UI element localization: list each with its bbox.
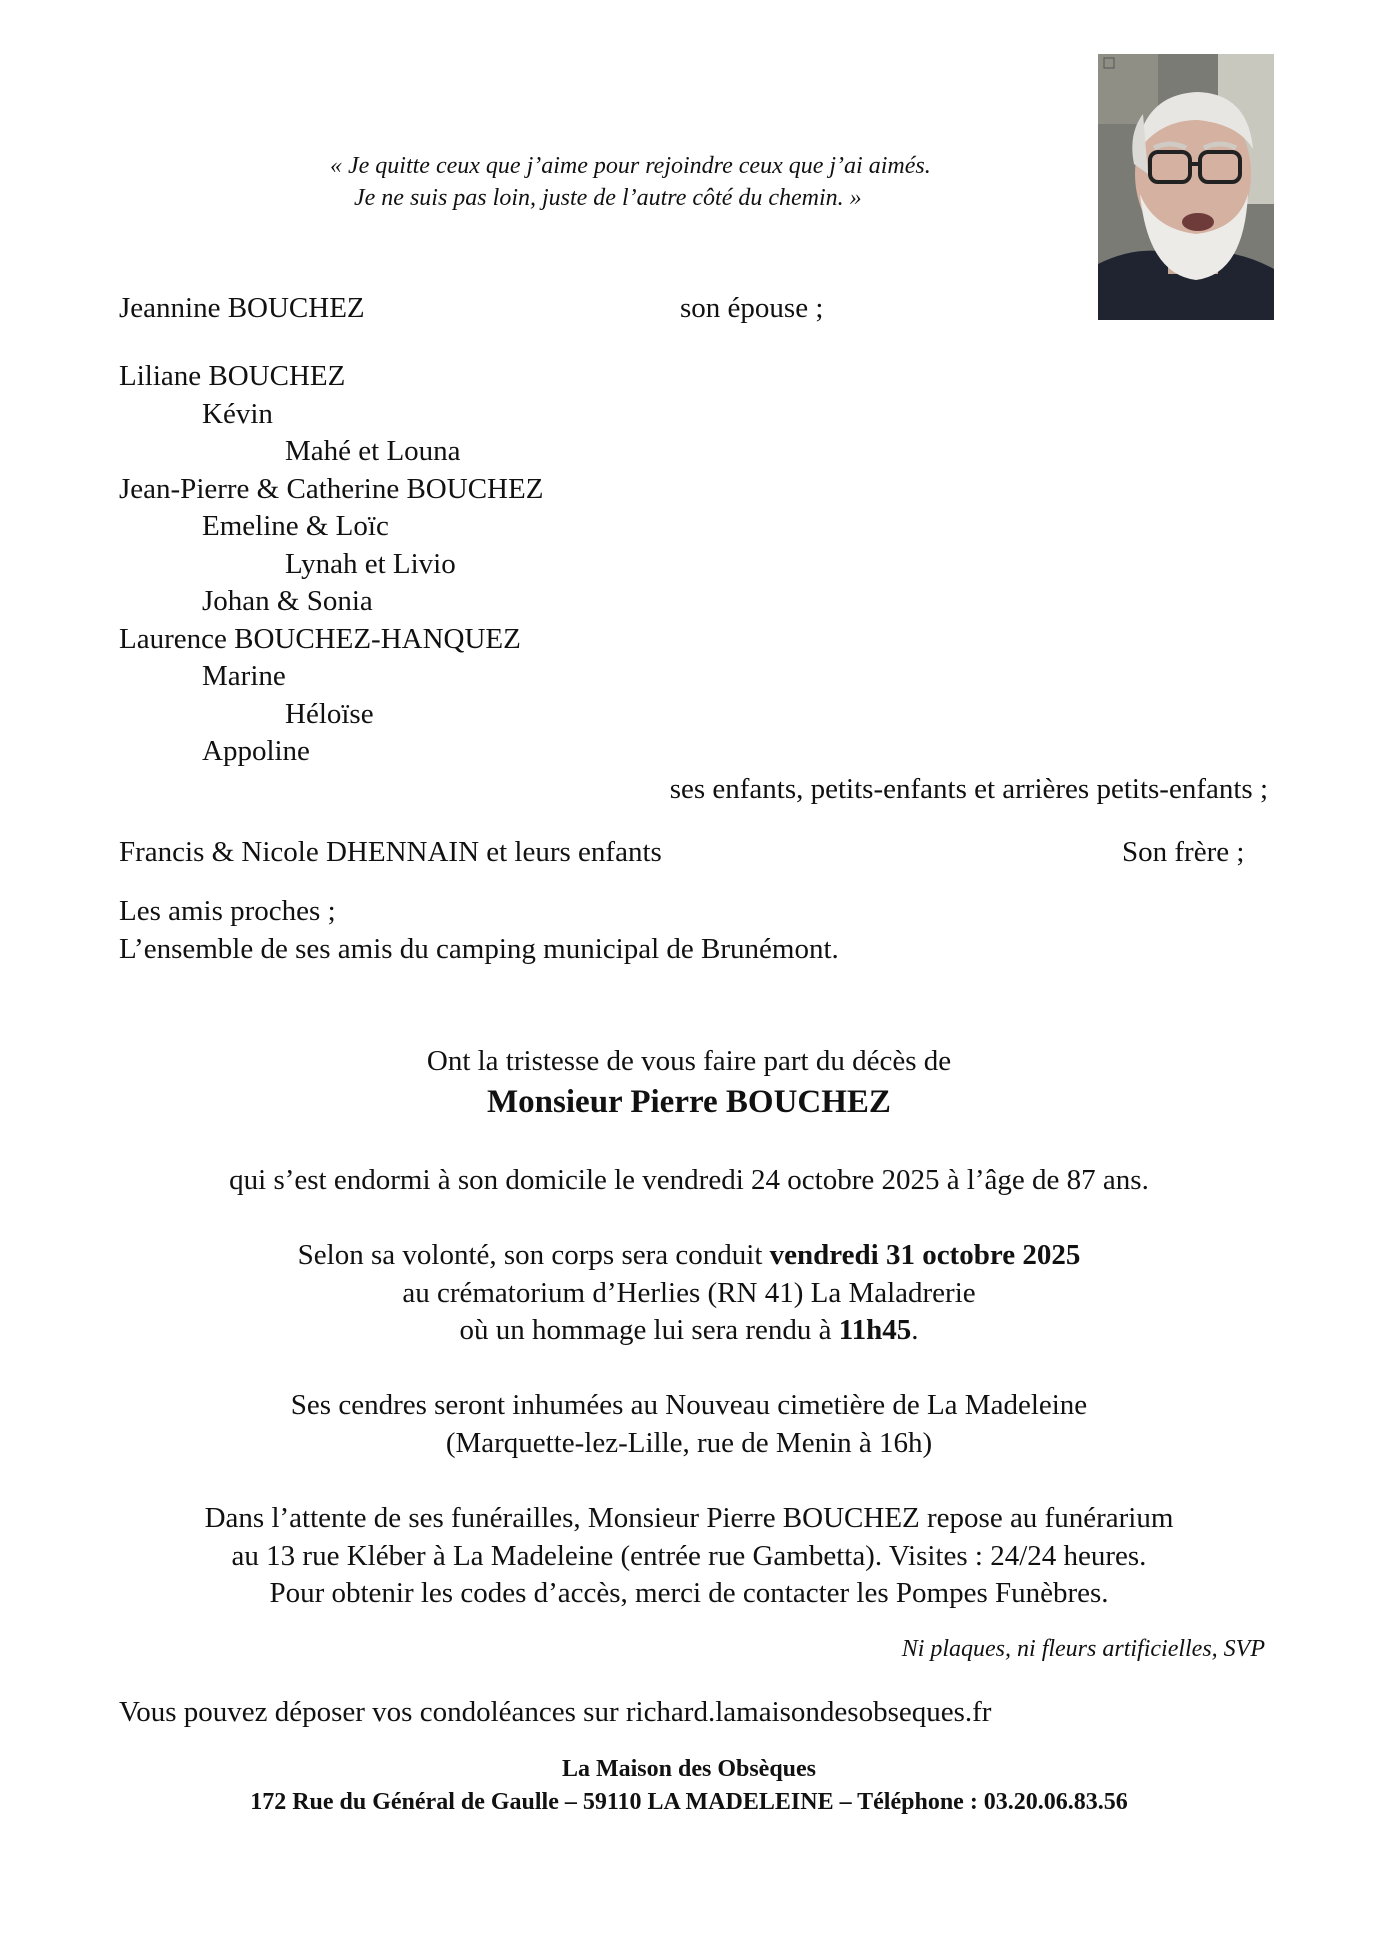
ceremony-line-3-suffix: . bbox=[911, 1314, 919, 1346]
family-member: Lynah et Livio bbox=[285, 547, 456, 580]
visit-line-2: au 13 rue Kléber à La Madeleine (entrée rue Gambetta). Visites : 24/24 heures. bbox=[231, 1539, 1147, 1572]
quote-line-2: Je ne suis pas loin, juste de l’autre côté du chemin. » bbox=[354, 185, 862, 211]
ceremony-time: 11h45 bbox=[838, 1314, 912, 1346]
family-member: Johan & Sonia bbox=[202, 585, 373, 617]
family-member: Emeline & Loïc bbox=[202, 510, 389, 542]
ceremony-line-1 bbox=[0, 1237, 1378, 1275]
children-role: ses enfants, petits-enfants et arrières petits-enfants ; bbox=[669, 773, 1268, 805]
brother-role: Son frère ; bbox=[1122, 836, 1245, 868]
family-member: Héloïse bbox=[285, 697, 374, 730]
family-member: Mahé et Louna bbox=[285, 435, 461, 467]
visit-block bbox=[0, 1500, 1378, 1613]
family-member: Marine bbox=[202, 660, 286, 692]
burial-line-2: (Marquette-lez-Lille, rue de Menin à 16h) bbox=[445, 1426, 933, 1459]
announcement-intro bbox=[0, 1043, 1378, 1081]
condolences-line: Vous pouvez déposer vos condoléances sur richard.lamaisondesobseques.fr bbox=[119, 1696, 992, 1728]
visit-line-3: Pour obtenir les codes d’accès, merci de contacter les Pompes Funèbres. bbox=[269, 1577, 1109, 1609]
burial-block bbox=[0, 1387, 1378, 1462]
epigraph-quote bbox=[330, 150, 931, 214]
ceremony-line-3 bbox=[0, 1312, 1378, 1350]
death-statement bbox=[0, 1162, 1378, 1200]
quote-line-1: « Je quitte ceux que j’aime pour rejoindre ceux que j’ai aimés. bbox=[330, 153, 931, 179]
spouse-name: Jeannine BOUCHEZ bbox=[119, 292, 365, 324]
footer-company: La Maison des Obsèques bbox=[561, 1756, 817, 1782]
deceased-name-text: Monsieur Pierre BOUCHEZ bbox=[487, 1084, 891, 1120]
visit-line-1: Dans l’attente de ses funérailles, Monsieur Pierre BOUCHEZ repose au funérarium bbox=[204, 1502, 1174, 1534]
brother-name: Francis & Nicole DHENNAIN et leurs enfants bbox=[119, 836, 662, 868]
family-member: Jean-Pierre & Catherine BOUCHEZ bbox=[119, 472, 544, 505]
footer-block bbox=[0, 1753, 1378, 1819]
family-member: Liliane BOUCHEZ bbox=[119, 360, 346, 392]
flowers-note: Ni plaques, ni fleurs artificielles, SVP bbox=[901, 1636, 1265, 1662]
ceremony-line-2: au crématorium d’Herlies (RN 41) La Maladrerie bbox=[402, 1276, 976, 1309]
burial-line-1: Ses cendres seront inhumées au Nouveau cimetière de La Madeleine bbox=[290, 1389, 1088, 1421]
announcement-intro-text: Ont la tristesse de vous faire part du décès de bbox=[426, 1045, 952, 1077]
deceased-name bbox=[0, 1081, 1378, 1123]
footer-address: 172 Rue du Général de Gaulle – 59110 LA MADELEINE – Téléphone : 03.20.06.83.56 bbox=[250, 1789, 1128, 1815]
ceremony-line-3-prefix: où un hommage lui sera rendu à bbox=[459, 1314, 839, 1346]
ceremony-date: vendredi 31 octobre 2025 bbox=[769, 1239, 1081, 1271]
portrait-photo-icon bbox=[1098, 54, 1274, 320]
family-member: Laurence BOUCHEZ-HANQUEZ bbox=[119, 622, 521, 655]
family-member: Kévin bbox=[202, 397, 273, 430]
ceremony-block bbox=[0, 1237, 1378, 1350]
family-list bbox=[119, 358, 543, 771]
portrait-photo bbox=[1098, 54, 1274, 320]
ceremony-line-1-prefix: Selon sa volonté, son corps sera conduit bbox=[297, 1239, 770, 1271]
friends-line-1: Les amis proches ; bbox=[119, 895, 336, 927]
spouse-role: son épouse ; bbox=[680, 292, 824, 324]
death-statement-text: qui s’est endormi à son domicile le vendredi 24 octobre 2025 à l’âge de 87 ans. bbox=[229, 1164, 1149, 1196]
family-member: Appoline bbox=[202, 735, 310, 767]
friends-line-2: L’ensemble de ses amis du camping municipal de Brunémont. bbox=[119, 933, 839, 965]
